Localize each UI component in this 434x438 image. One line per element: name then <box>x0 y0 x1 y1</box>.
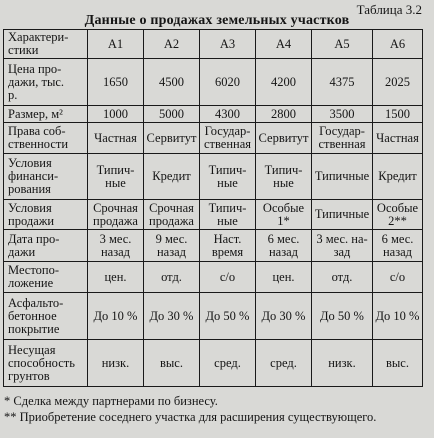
table-cell: До 30 % <box>256 293 312 340</box>
table-cell: Частная <box>88 123 144 154</box>
table-cell: низк. <box>312 340 373 387</box>
table-cell: До 10 % <box>88 293 144 340</box>
table-cell: 5000 <box>144 106 200 123</box>
header-а2: А2 <box>144 30 200 59</box>
row-label: Условия продажи <box>4 200 88 230</box>
table-cell: 1650 <box>88 59 144 106</box>
table-cell: Кредит <box>144 154 200 200</box>
table-row <box>4 293 423 340</box>
table-cell: Особые 2** <box>373 200 423 230</box>
table-cell: 9 мес. назад <box>144 230 200 262</box>
header-row <box>4 30 423 59</box>
table-cell: Типич- ные <box>88 154 144 200</box>
footnote-2: ** Приобретение соседнего участка для расширения существующего. <box>4 410 377 424</box>
table-cell: Срочная продажа <box>144 200 200 230</box>
footnotes <box>4 393 376 425</box>
header-а3: А3 <box>200 30 256 59</box>
header-а6: А6 <box>373 30 423 59</box>
table-cell: Особые 1* <box>256 200 312 230</box>
header-а1: А1 <box>88 30 144 59</box>
table-row <box>4 59 423 106</box>
table-cell: Частная <box>373 123 423 154</box>
table-cell: 6 мес. назад <box>256 230 312 262</box>
footnote-1: * Сделка между партнерами по бизнесу. <box>4 394 218 408</box>
table-title: Данные о продажах земельных участков <box>84 13 350 28</box>
table-cell: 4300 <box>200 106 256 123</box>
row-label: Асфальто- бетонное покрытие <box>4 293 88 340</box>
header-а5: А5 <box>312 30 373 59</box>
table-cell: цен. <box>256 262 312 293</box>
table-cell: 4375 <box>312 59 373 106</box>
table-row <box>4 340 423 387</box>
row-label: Цена про- дажи, тыс. р. <box>4 59 88 106</box>
table-row <box>4 154 423 200</box>
table-row <box>4 200 423 230</box>
table-cell: отд. <box>312 262 373 293</box>
table-cell: Наст. время <box>200 230 256 262</box>
table-cell: До 50 % <box>312 293 373 340</box>
table-cell: сред. <box>256 340 312 387</box>
row-label: Права соб- ственности <box>4 123 88 154</box>
table-row <box>4 106 423 123</box>
table-cell: 6020 <box>200 59 256 106</box>
table-cell: 4200 <box>256 59 312 106</box>
table-cell: Типич- ные <box>256 154 312 200</box>
table-cell: Срочная продажа <box>88 200 144 230</box>
table-cell: 3 мес. на- зад <box>312 230 373 262</box>
table-cell: выс. <box>144 340 200 387</box>
table-body <box>4 30 423 387</box>
table-cell: с/о <box>200 262 256 293</box>
header-а4: А4 <box>256 30 312 59</box>
table-cell: Сервитут <box>144 123 200 154</box>
table-cell: 2025 <box>373 59 423 106</box>
table-cell: 6 мес. назад <box>373 230 423 262</box>
table-cell: с/о <box>373 262 423 293</box>
row-label: Размер, м² <box>4 106 88 123</box>
row-label: Дата про- дажи <box>4 230 88 262</box>
table-cell: отд. <box>144 262 200 293</box>
row-label: Местопо- ложение <box>4 262 88 293</box>
table-cell: До 30 % <box>144 293 200 340</box>
header-characteristics: Характери- стики <box>4 30 88 59</box>
table-row <box>4 262 423 293</box>
table-cell: Государ- ственная <box>312 123 373 154</box>
table-cell: Государ- ственная <box>200 123 256 154</box>
table-cell: цен. <box>88 262 144 293</box>
table-cell: 1500 <box>373 106 423 123</box>
land-sales-table <box>3 29 423 387</box>
table-cell: 2800 <box>256 106 312 123</box>
row-label: Условия финанси- рования <box>4 154 88 200</box>
table-cell: Типич- ные <box>200 154 256 200</box>
table-cell: Типичные <box>312 154 373 200</box>
table-row <box>4 123 423 154</box>
table-cell: Типич- ные <box>200 200 256 230</box>
table-number: Таблица 3.2 <box>356 2 422 17</box>
table-cell: 4500 <box>144 59 200 106</box>
table-cell: До 50 % <box>200 293 256 340</box>
table-row <box>4 230 423 262</box>
table-cell: низк. <box>88 340 144 387</box>
table-cell: выс. <box>373 340 423 387</box>
table-cell: 1000 <box>88 106 144 123</box>
table-cell: 3500 <box>312 106 373 123</box>
table-cell: Типичные <box>312 200 373 230</box>
table-cell: Сервитут <box>256 123 312 154</box>
table-cell: Кредит <box>373 154 423 200</box>
row-label: Несущая способность грунтов <box>4 340 88 387</box>
table-cell: 3 мес. назад <box>88 230 144 262</box>
table-cell: До 10 % <box>373 293 423 340</box>
table-cell: сред. <box>200 340 256 387</box>
